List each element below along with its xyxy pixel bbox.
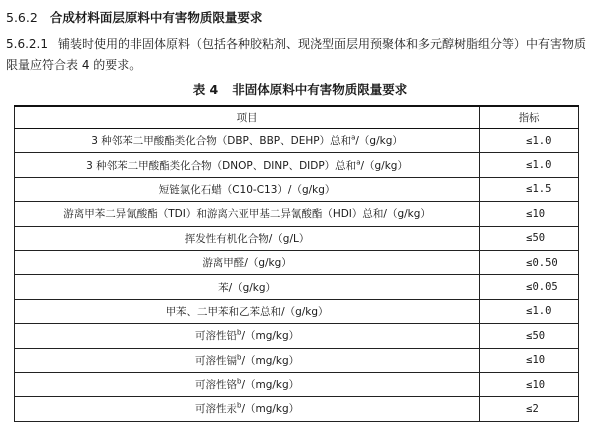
table-body: [15, 129, 579, 422]
item-cell: [15, 372, 480, 396]
limit-cell: ≤1.5: [480, 177, 579, 201]
item-cell: [15, 177, 480, 201]
table-row: [15, 177, 579, 201]
section-heading: [6, 8, 262, 26]
item-name: 可溶性铬: [194, 379, 237, 392]
limit-cell: ≤1.0: [480, 299, 579, 323]
table-row: [15, 129, 579, 153]
item-unit: /（g/kg）: [383, 208, 431, 221]
limit-cell: ≤0.05: [480, 275, 579, 299]
item-cell: [15, 153, 480, 177]
item-unit: /（mg/kg）: [241, 354, 300, 367]
table-title: 非固体原料中有害物质限量要求: [232, 82, 408, 97]
item-unit: /（g/kg）: [281, 305, 329, 318]
table-row: [15, 250, 579, 274]
item-unit: /（g/kg）: [244, 257, 292, 270]
footnote-marker: a: [356, 158, 361, 167]
table-row: [15, 275, 579, 299]
table-row: [15, 153, 579, 177]
footnote-marker: b: [236, 353, 242, 362]
item-unit: /（g/L）: [268, 232, 310, 245]
section-title: 合成材料面层原料中有害物质限量要求: [49, 10, 263, 25]
footnote-marker: a: [351, 133, 356, 142]
item-cell: [15, 202, 480, 226]
item-unit: /（g/kg）: [228, 281, 277, 294]
limit-cell: ≤10: [480, 348, 579, 372]
limit-cell: ≤10: [480, 202, 579, 226]
item-name: 游离甲醛: [202, 257, 245, 270]
table-row: [15, 226, 579, 250]
table-row: [15, 372, 579, 396]
limit-cell: ≤1.0: [480, 129, 579, 153]
footnote-marker: b: [236, 328, 242, 337]
item-cell: [15, 397, 480, 421]
item-cell: [15, 226, 480, 250]
item-cell: [15, 299, 480, 323]
item-unit: /（mg/kg）: [241, 379, 300, 392]
item-unit: /（g/kg）: [360, 159, 408, 172]
item-cell: [15, 348, 480, 372]
table-row: [15, 348, 579, 372]
limit-cell: ≤0.50: [480, 250, 579, 274]
footnote-marker: b: [236, 377, 242, 386]
item-unit: /（g/kg）: [355, 135, 403, 148]
item-unit: /（mg/kg）: [241, 330, 300, 343]
item-name: 挥发性有机化合物: [184, 232, 269, 245]
clause-number: 5.6.2.1: [6, 37, 48, 51]
item-cell: [15, 324, 480, 348]
table-number: 表 4: [192, 82, 219, 97]
item-name: 甲苯、二甲苯和乙苯总和: [165, 305, 282, 318]
item-unit: /（g/kg）: [287, 183, 336, 196]
table-row: [15, 397, 579, 421]
clause-paragraph: [6, 34, 594, 76]
table-row: [15, 324, 579, 348]
item-cell: [15, 129, 480, 153]
item-name: 可溶性汞: [194, 403, 237, 416]
item-name: 游离甲苯二异氰酸酯（TDI）和游离六亚甲基二异氰酸酯（HDI）总和: [63, 208, 384, 221]
limit-cell: ≤50: [480, 324, 579, 348]
item-cell: [15, 275, 480, 299]
item-name: 3 种邻苯二甲酸酯类化合物（DBP、BBP、DEHP）总和: [91, 135, 352, 148]
limit-cell: ≤10: [480, 372, 579, 396]
column-header-item: 项目: [15, 106, 480, 129]
column-header-limit: 指标: [480, 106, 579, 129]
item-name: 可溶性镉: [194, 354, 237, 367]
limit-cell: ≤50: [480, 226, 579, 250]
item-name: 短链氯化石蜡（C10-C13）: [158, 183, 288, 196]
hazardous-substance-limits-table: [14, 105, 579, 422]
item-name: 苯: [218, 281, 229, 294]
section-number: 5.6.2: [6, 10, 38, 25]
limit-cell: ≤1.0: [480, 153, 579, 177]
table-row: [15, 202, 579, 226]
footnote-marker: b: [236, 401, 242, 410]
item-name: 可溶性铅: [194, 330, 237, 343]
table-row: [15, 299, 579, 323]
clause-text: 铺装时使用的非固体原料（包括各种胶粘剂、现浇型面层用预聚体和多元醇树脂组分等）中有害物质限量应符合表 4 的要求。: [6, 37, 586, 72]
table-caption: [0, 80, 600, 98]
table-header-row: [15, 106, 579, 129]
limit-cell: ≤2: [480, 397, 579, 421]
item-cell: [15, 250, 480, 274]
item-name: 3 种邻苯二甲酸酯类化合物（DNOP、DINP、DIDP）总和: [86, 159, 357, 172]
item-unit: /（mg/kg）: [241, 403, 300, 416]
